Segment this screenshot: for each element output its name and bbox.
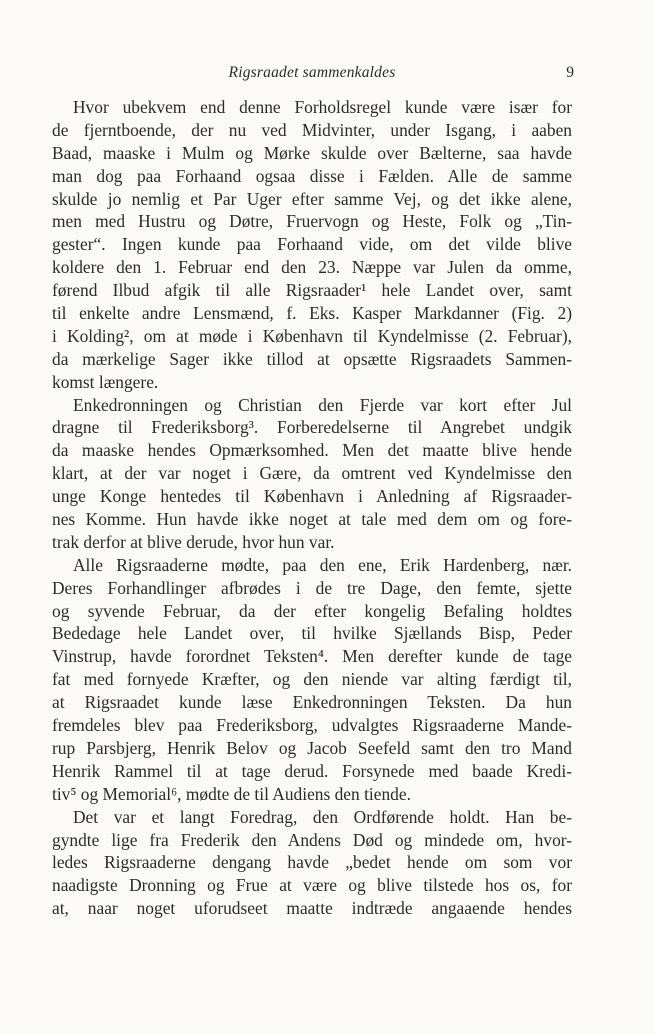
text-line: dragne til Frederiksborg³. Forberedelserne til Angrebet undgik <box>52 417 572 438</box>
text-line: men med Hustru og Døtre, Fruervogn og Heste, Folk og „Tin- <box>52 211 572 232</box>
text-line: Bededage hele Landet over, til hvilke Sjællands Bisp, Peder <box>52 623 572 644</box>
running-title: Rigsraadet sammenkaldes <box>228 64 396 81</box>
text-line: at, naar noget uforudseet maatte indtræde angaaende hendes <box>52 898 572 919</box>
text-line: nes Komme. Hun havde ikke noget at tale med dem om og fore- <box>52 509 572 530</box>
text-line: unge Konge hentedes til København i Anledning af Rigsraader- <box>52 486 572 507</box>
text-line: man dog paa Forhaand ogsaa disse i Fælden. Alle de samme <box>52 165 572 186</box>
text-line: fat med fornyede Kræfter, og den niende var alting færdigt til, <box>52 669 572 690</box>
text-line: trak derfor at blive derude, hvor hun var. <box>52 531 335 552</box>
text-line: komst længere. <box>52 371 159 392</box>
text-line: naadigste Dronning og Frue at være og blive tilstede hos os, for <box>52 875 572 896</box>
text-line: fremdeles blev paa Frederiksborg, udvalgtes Rigsraaderne Mande- <box>52 715 572 736</box>
text-line: gyndte lige fra Frederik den Andens Død og mindede om, hvor- <box>52 829 572 850</box>
text-line: til enkelte andre Lensmænd, f. Eks. Kasper Markdanner (Fig. 2) <box>52 303 572 324</box>
text-line: rup Parsbjerg, Henrik Belov og Jacob Seefeld samt den tro Mand <box>52 737 572 758</box>
text-line: tiv⁵ og Memorial⁶, mødte de til Audiens den tiende. <box>52 783 411 804</box>
text-line: Baad, maaske i Mulm og Mørke skulde over Bælterne, saa havde <box>52 142 572 163</box>
text-line: Hvor ubekvem end denne Forholdsregel kunde være især for <box>73 97 572 117</box>
text-line: klart, at der var noget i Gære, da omtrent ved Kyndelmisse den <box>52 463 572 484</box>
text-line: de fjerntboende, der nu ved Midvinter, under Isgang, i aaben <box>52 119 572 140</box>
page-number: 9 <box>566 64 574 81</box>
text-line: Det var et langt Foredrag, den Ordførende holdt. Han be- <box>73 806 572 827</box>
text-line: Henrik Rammel til at tage derud. Forsynede med baade Kredi- <box>52 760 572 781</box>
text-line: at Rigsraadet kunde læse Enkedronningen Teksten. Da hun <box>52 692 572 713</box>
text-line: koldere den 1. Februar end den 23. Næppe var Julen da omme, <box>52 257 572 278</box>
text-line: i Kolding², om at møde i København til Kyndelmisse (2. Februar), <box>52 325 572 346</box>
text-line: ledes Rigsraaderne dengang havde „bedet hende om som vor <box>52 852 572 873</box>
body-text <box>52 96 572 920</box>
text-line: gester“. Ingen kunde paa Forhaand vide, om det vilde blive <box>52 234 572 255</box>
text-line: skulde jo nemlig et Par Uger efter samme Vej, og det ikke alene, <box>52 188 572 209</box>
text-line: da mærkelige Sager ikke tillod at opsætte Rigsraadets Sammen- <box>52 348 572 369</box>
text-line: Vinstrup, havde forordnet Teksten⁴. Men derefter kunde de tage <box>52 646 572 667</box>
text-line: Enkedronningen og Christian den Fjerde var kort efter Jul <box>73 394 572 415</box>
text-line: og syvende Februar, da der efter kongelig Befaling holdtes <box>52 600 572 621</box>
text-line: førend Ilbud afgik til alle Rigsraader¹ hele Landet over, samt <box>52 280 572 301</box>
text-line: Deres Forhandlinger afbrødes i de tre Dage, den femte, sjette <box>52 577 572 598</box>
text-line: da maaske hendes Opmærksomhed. Men det maatte blive hende <box>52 440 572 461</box>
page-header <box>50 64 574 88</box>
text-line: Alle Rigsraaderne mødte, paa den ene, Erik Hardenberg, nær. <box>73 554 572 575</box>
